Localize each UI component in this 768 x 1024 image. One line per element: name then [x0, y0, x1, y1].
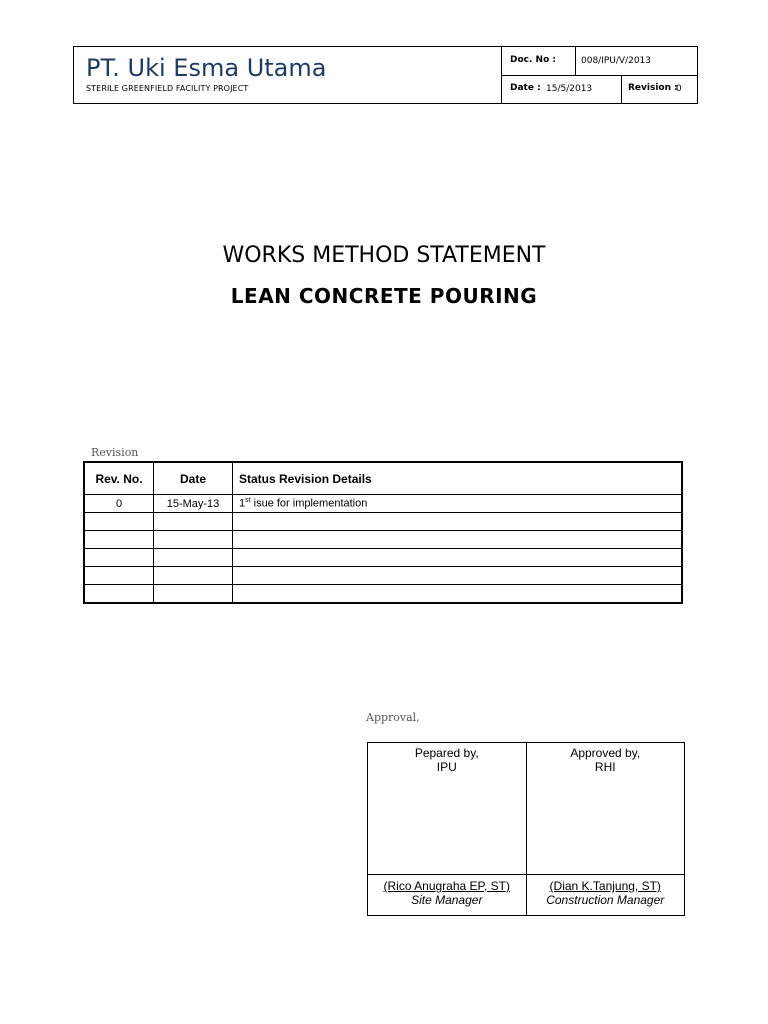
column-header-rev-no: Rev. No. — [84, 462, 154, 495]
empty-cell — [154, 585, 233, 604]
revision-table — [83, 461, 683, 604]
approved-by-cell — [526, 743, 685, 875]
empty-cell — [84, 531, 154, 549]
approved-by-org: RHI — [594, 760, 616, 774]
table-row — [84, 585, 682, 604]
rev-no-cell: 0 — [84, 495, 154, 513]
details-ordinal-number: 1 — [239, 497, 246, 510]
approved-by-name: (Dian K.Tanjung, ST) — [549, 879, 661, 893]
header-divider — [501, 75, 698, 76]
empty-cell — [84, 585, 154, 604]
empty-cell — [233, 585, 683, 604]
prepared-by-label: Pepared by, — [414, 746, 479, 760]
prepared-by-role: Site Manager — [411, 893, 483, 907]
details-ordinal-suffix: st — [245, 497, 251, 505]
date-value: 15/5/2013 — [546, 84, 593, 94]
empty-cell — [84, 513, 154, 531]
column-header-details: Status Revision Details — [233, 462, 683, 495]
empty-cell — [84, 567, 154, 585]
details-cell — [233, 495, 683, 513]
empty-cell — [154, 567, 233, 585]
empty-cell — [233, 567, 683, 585]
empty-cell — [233, 531, 683, 549]
header-divider — [621, 75, 622, 103]
approved-by-signatory — [526, 875, 685, 916]
prepared-by-cell — [368, 743, 527, 875]
empty-cell — [233, 513, 683, 531]
approval-table — [367, 742, 685, 916]
prepared-by-signatory — [368, 875, 527, 916]
approval-section-label: Approval, — [366, 711, 420, 724]
empty-cell — [84, 549, 154, 567]
details-text: isue for implementation — [250, 497, 368, 510]
revision-section-label: Revision — [91, 446, 139, 459]
column-header-date: Date — [154, 462, 233, 495]
project-name: STERILE GREENFIELD FACILITY PROJECT — [86, 84, 249, 93]
header-divider — [575, 47, 576, 75]
signature-row — [368, 743, 685, 875]
company-name: PT. Uki Esma Utama — [86, 54, 327, 82]
document-subtitle: LEAN CONCRETE POURING — [230, 284, 538, 308]
table-row — [84, 567, 682, 585]
revision-value: 0 — [676, 84, 682, 94]
document-title: WORKS METHOD STATEMENT — [222, 243, 546, 268]
empty-cell — [154, 531, 233, 549]
prepared-by-org: IPU — [436, 760, 457, 774]
doc-no-value: 008/IPU/V/2013 — [581, 56, 652, 66]
prepared-by-name: (Rico Anugraha EP, ST) — [383, 879, 510, 893]
approved-by-role: Construction Manager — [546, 893, 665, 907]
date-label: Date : — [510, 83, 541, 93]
table-row — [84, 495, 682, 513]
revision-label: Revision : — [628, 83, 678, 93]
empty-cell — [154, 513, 233, 531]
document-header — [73, 46, 698, 104]
approved-by-label: Approved by, — [570, 746, 641, 760]
names-row — [368, 875, 685, 916]
table-row — [84, 549, 682, 567]
table-row — [84, 513, 682, 531]
table-row — [84, 531, 682, 549]
date-cell: 15-May-13 — [154, 495, 233, 513]
doc-no-label: Doc. No : — [510, 55, 556, 65]
table-header-row — [84, 462, 682, 495]
empty-cell — [233, 549, 683, 567]
empty-cell — [154, 549, 233, 567]
